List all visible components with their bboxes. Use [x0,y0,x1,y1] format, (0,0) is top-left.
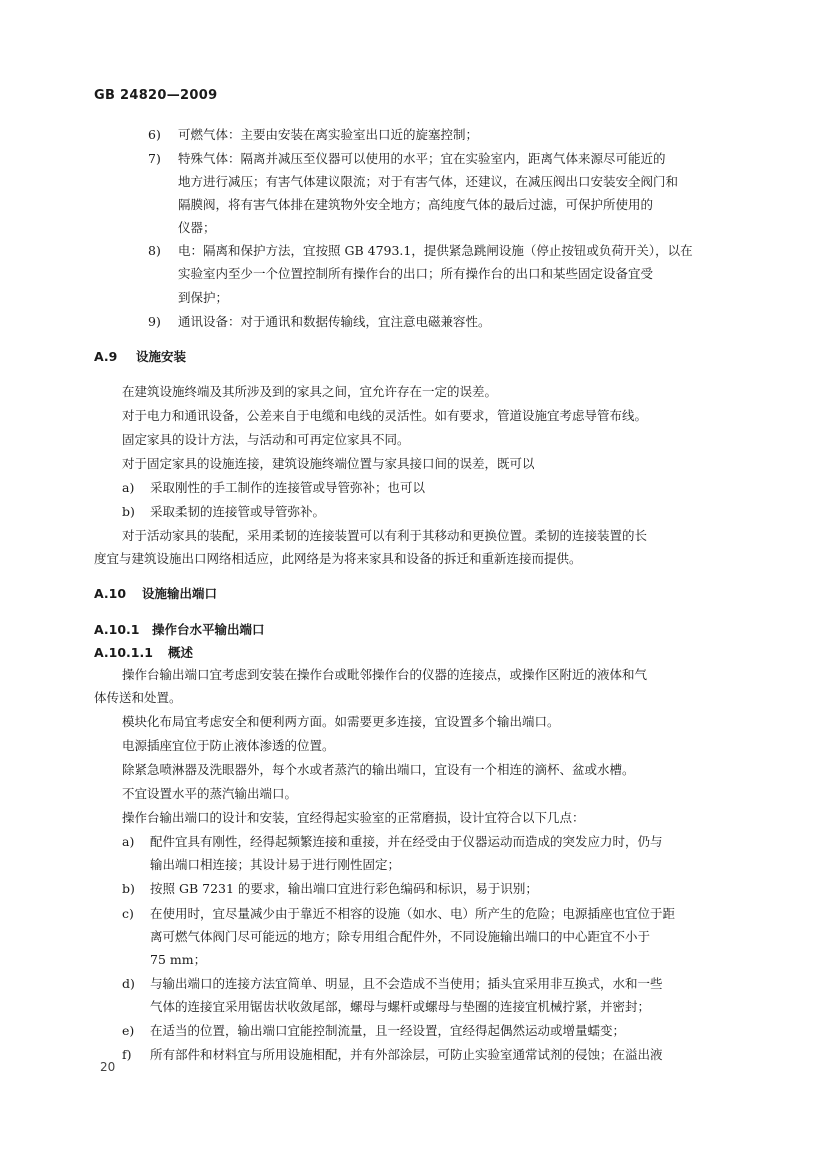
paragraph: 度宜与建筑设施出口网络相适应，此网络是为将来家具和设备的拆迁和重新连接而提供。 [94,551,582,566]
section-heading-a10-1-1 [94,644,193,661]
list-item-text: 可燃气体：主要由安装在离实验室出口近的旋塞控制； [178,127,479,142]
paragraph: 除紧急喷淋器及洗眼器外，每个水或者蒸汽的输出端口，宜设有一个相连的滴杯、盆或水槽。 [122,762,635,777]
list-item-text: 输出端口相连接；其设计易于进行刚性固定； [150,857,401,872]
list-label: a) [122,480,135,495]
list-label: f) [122,1047,132,1062]
paragraph: 模块化布局宜考虑安全和便利两方面。如需要更多连接，宜设置多个输出端口。 [122,714,560,729]
list-item-text: 气体的连接宜采用锯齿状收敛尾部，螺母与螺杆或螺母与垫圈的连接宜机械拧紧，并密封； [150,999,651,1014]
list-item-text: 采取柔韧的连接管或导管弥补。 [150,504,326,519]
section-heading-a10-1 [94,621,265,638]
paragraph: 体传送和处置。 [94,690,182,705]
section-heading-a9 [94,348,186,365]
paragraph: 不宜设置水平的蒸汽输出端口。 [122,786,298,801]
section-heading-a10 [94,585,217,602]
list-item-text: 采取刚性的手工制作的连接管或导管弥补；也可以 [150,480,426,495]
paragraph: 电源插座宜位于防止液体渗透的位置。 [122,738,335,753]
list-item-text: 配件宜具有刚性，经得起频繁连接和重接，并在经受由于仪器运动而造成的突发应力时，仍与 [150,834,663,849]
paragraph: 操作台输出端口宜考虑到安装在操作台或毗邻操作台的仪器的连接点，或操作区附近的液体和气 [122,667,648,682]
paragraph: 对于固定家具的设施连接，建筑设施终端位置与家具接口间的误差，既可以 [122,456,535,471]
list-label: b) [122,881,135,896]
list-item-text: 隔膜阀，将有害气体排在建筑物外安全地方；高纯度气体的最后过滤，可保护所使用的 [178,197,654,212]
list-label: 6) [148,127,161,142]
list-label: 8) [148,243,161,258]
section-number: A.10.1 [94,622,140,637]
paragraph: 对于活动家具的装配，采用柔韧的连接装置可以有利于其移动和更换位置。柔韧的连接装置的长 [122,528,648,543]
paragraph: 在建筑设施终端及其所涉及到的家具之间，宜允许存在一定的误差。 [122,384,498,399]
page-number: 20 [100,1060,116,1074]
list-item-text: 电：隔离和保护方法，宜按照 GB 4793.1，提供紧急跳闸设施（停止按钮或负荷开关），以在 [178,243,693,258]
list-item-text: 在适当的位置，输出端口宜能控制流量，且一经设置，宜经得起偶然运动或增量蠕变； [150,1023,626,1038]
list-item-text: 按照 GB 7231 的要求，输出端口宜进行彩色编码和标识，易于识别； [150,881,538,896]
paragraph: 固定家具的设计方法，与活动和可再定位家具不同。 [122,432,410,447]
list-item-text: 到保护； [178,290,229,305]
list-label: b) [122,504,135,519]
section-number: A.10 [94,586,127,601]
list-label: d) [122,976,135,991]
list-item-text: 在使用时，宜尽量减少由于靠近不相容的设施（如水、电）所产生的危险；电源插座也宜位于距 [150,906,676,921]
section-title: 概述 [168,645,194,660]
list-item-text: 实验室内至少一个位置控制所有操作台的出口；所有操作台的出口和某些固定设备宜受 [178,266,654,281]
list-item-text: 特殊气体：隔离并减压至仪器可以使用的水平；宜在实验室内，距离气体来源尽可能近的 [178,151,666,166]
list-label: c) [122,906,134,921]
section-number: A.10.1.1 [94,645,153,660]
list-item-text: 仪器； [178,220,216,235]
list-item-text: 75 mm； [150,952,207,967]
section-title: 设施输出端口 [142,586,218,601]
list-item-text: 地方进行减压；有害气体建议限流；对于有害气体，还建议，在减压阀出口安装安全阀门和 [178,174,679,189]
list-label: a) [122,834,135,849]
paragraph: 操作台输出端口的设计和安装，宜经得起实验室的正常磨损，设计宜符合以下几点： [122,810,585,825]
paragraph: 对于电力和通讯设备，公差来自于电缆和电线的灵活性。如有要求，管道设施宜考虑导管布线。 [122,408,648,423]
list-label: 7) [148,151,161,166]
list-item-text: 通讯设备：对于通讯和数据传输线，宜注意电磁兼容性。 [178,314,491,329]
list-item-text: 与输出端口的连接方法宜简单、明显，且不会造成不当使用；插头宜采用非互换式，水和一些 [150,976,663,991]
section-number: A.9 [94,349,118,364]
list-label: e) [122,1023,135,1038]
list-label: 9) [148,314,161,329]
list-item-text: 离可燃气体阀门尽可能远的地方；除专用组合配件外，不同设施输出端口的中心距宜不小于 [150,929,651,944]
list-item-text: 所有部件和材料宜与所用设施相配，并有外部涂层，可防止实验室通常试剂的侵蚀；在溢出液 [150,1047,663,1062]
section-title: 设施安装 [136,349,187,364]
section-title: 操作台水平输出端口 [152,622,265,637]
standard-number: GB 24820—2009 [94,88,218,103]
